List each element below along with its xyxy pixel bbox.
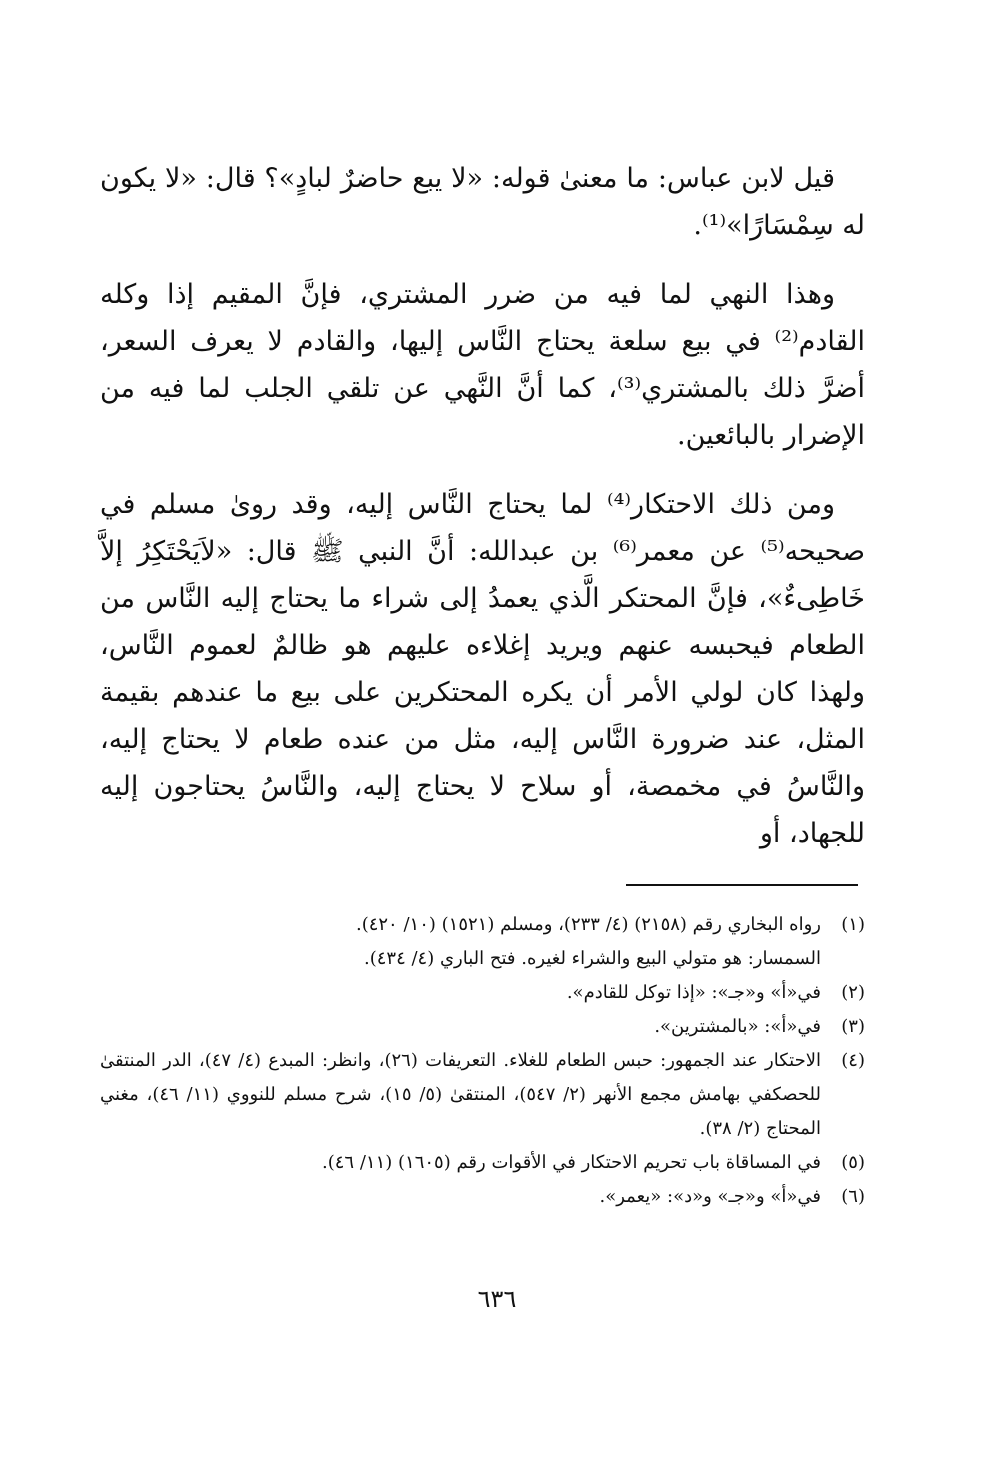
paragraph-hoarding: ومن ذلك الاحتكار⁽⁴⁾ لما يحتاج النَّاس إليه، وقد روىٰ مسلم في صحيحه⁽⁵⁾ عن معمر⁽⁶⁾ بن عبدالله: أنَّ النبي ﷺ قال: «لاَيَحْتَكِرُ إلاَّ خَاطِىءٌ»، فإنَّ المحتكر الَّذي يعمدُ إلى شراء ما يحتاج إليه النَّاس من الطعام فيحبسه عنهم ويريد إغلاءه عليهم هو ظالمٌ لعموم النَّاس، ولهذا كان لولي الأمر أن يكره المحتكرين على بيع ما عندهم بقيمة المثل، عند ضرورة النَّاس إليه، مثل من عنده طعام لا يحتاج إليه، والنَّاسُ في مخمصة، أو سلاح لا يحتاج إليه، والنَّاسُ يحتاجون إليه للجهاد، أو	[100, 489, 865, 849]
footnote-text: في«أ» و«جـ» و«د»: «يعمر».	[599, 1186, 821, 1207]
footnote-text: رواه البخاري رقم (٢١٥٨) (٤/ ٢٣٣)، ومسلم (١٥٢١) (١٠/ ٤٢٠).	[355, 914, 821, 935]
footnote-number: (٤)	[841, 1050, 865, 1071]
footnote-text: في«أ»: «بالمشترين».	[654, 1016, 821, 1037]
paragraph-ibn-abbas: قيل لابن عباس: ما معنىٰ قوله: «لا يبع حاضرٌ لبادٍ»؟ قال: «لا يكون له سِمْسَارًا»⁽¹⁾.	[100, 163, 865, 241]
footnote-1	[100, 908, 865, 942]
footnote-text: الاحتكار عند الجمهور: حبس الطعام للغلاء. التعريفات (٢٦)، وانظر: المبدع (٤/ ٤٧)، الدر المنتقىٰ للحصكفي بهامش مجمع الأنهر (٢/ ٥٤٧)، المنتقىٰ (٥/ ١٥)، شرح مسلم للنووي (١١/ ٤٦)، مغني المحتاج (٢/ ٣٨).	[100, 1050, 821, 1139]
footnote-5	[100, 1146, 865, 1180]
footnote-text: في«أ» و«جـ»: «إذا توكل للقادم».	[566, 982, 821, 1003]
footnote-number: (٦)	[841, 1186, 865, 1207]
footnote-number: (١)	[841, 914, 865, 935]
footnote-separator	[626, 884, 858, 886]
footnote-6	[100, 1180, 865, 1214]
footnote-2	[100, 976, 865, 1010]
footnote-1-continuation: السمسار: هو متولي البيع والشراء لغيره. فتح الباري (٤/ ٤٣٤).	[363, 948, 821, 969]
footnote-number: (٥)	[841, 1152, 865, 1173]
footnote-text: في المساقاة باب تحريم الاحتكار في الأقوات رقم (١٦٠٥) (١١/ ٤٦).	[322, 1152, 821, 1173]
main-text	[100, 155, 865, 879]
footnote-number: (٣)	[841, 1016, 865, 1037]
footnote-3	[100, 1010, 865, 1044]
footnote-number: (٢)	[841, 982, 865, 1003]
paragraph-prohibition: وهذا النهي لما فيه من ضرر المشتري، فإنَّ المقيم إذا وكله القادم⁽²⁾ في بيع سلعة يحتاج النَّاس إليها، والقادم لا يعرف السعر، أضرَّ ذلك بالمشتري⁽³⁾، كما أنَّ النَّهي عن تلقي الجلب لما فيه من الإضرار بالبائعين.	[100, 279, 865, 451]
page-number: ٦٣٦	[477, 1285, 517, 1313]
footnote-4	[100, 1044, 865, 1146]
footnotes	[100, 908, 865, 1214]
